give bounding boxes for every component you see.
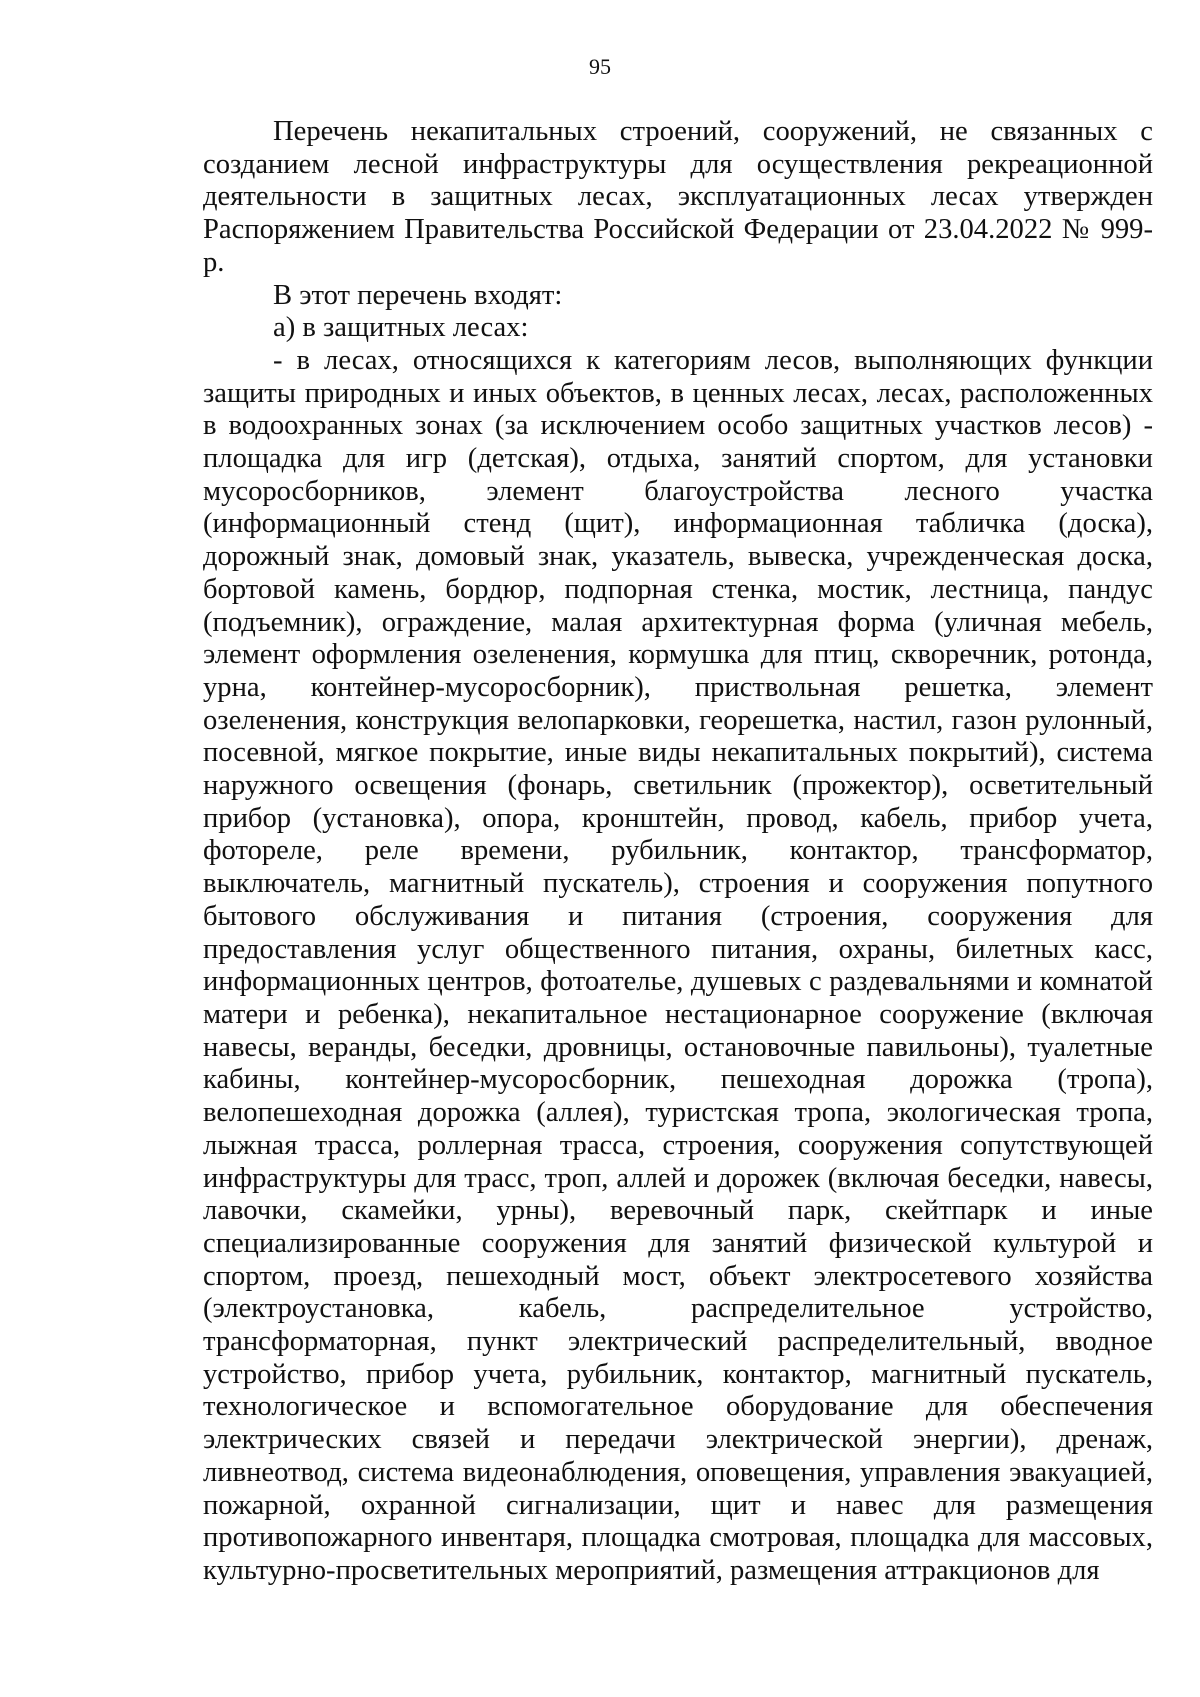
paragraph-list-intro: В этот перечень входят: — [273, 279, 563, 311]
paragraph-item-a: а) в защитных лесах: — [273, 312, 529, 344]
paragraph-protective-forests: - в лесах, относящихся к категориям лесов, выполняющих функции защиты природных и иных объектов, в ценных лесах, лесах, расположенных в водоохранных зонах (за исключением особо защитных участков лесов) - площадка для игр (детская), отдыха, занятий спортом, для установки мусоросборников, элемент благоустройства лесного участка (информационный стенд (щит), информационная табличка (доска), дорожный знак, домовый знак, указатель, вывеска, учрежденческая доска, бортовой камень, бордюр, подпорная стенка, мостик, лестница, пандус (подъемник), ограждение, малая архитектурная форма (уличная мебель, элемент оформления озеленения, кормушка для птиц, скворечник, ротонда, урна, контейнер-мусоросборник), приствольная решетка, элемент озеленения, конструкция велопарковки, георешетка, настил, газон рулонный, посевной, мягкое покрытие, иные виды некапитальных покрытий), система наружного освещения (фонарь, светильник (прожектор), осветительный прибор (установка), опора, кронштейн, провод, кабель, прибор учета, фотореле, реле времени, рубильник, контактор, трансформатор, выключатель, магнитный пускатель), строения и сооружения попутного бытового обслуживания и питания (строения, сооружения для предоставления услуг общественного питания, охраны, билетных касс, информационных центров, фотоателье, душевых с раздевальнями и комнатой матери и ребенка), некапитальное нестационарное сооружение (включая навесы, веранды, беседки, дровницы, остановочные павильоны), туалетные кабины, контейнер-мусоросборник, пешеходная дорожка (тропа), велопешеходная дорожка (аллея), туристская тропа, экологическая тропа, лыжная трасса, роллерная трасса, строения, сооружения сопутствующей инфраструктуры для трасс, троп, аллей и дорожек (включая беседки, навесы, лавочки, скамейки, урны), веревочный парк, скейтпарк и иные специализированные сооружения для занятий физической культурой и спортом, проезд, пешеходный мост, объект электросетевого хозяйства (электроустановка, кабель, распределительное устройство, трансформаторная, пункт электрический распределительный, вводное устройство, прибор учета, рубильник, контактор, магнитный пускатель, технологическое и вспомогательное оборудование для обеспечения электрических связей и передачи электрической энергии), дренаж, ливнеотвод, система видеонаблюдения, оповещения, управления эвакуацией, пожарной, охранной сигнализации, щит и навес для размещения противопожарного инвентаря, площадка смотровая, площадка для массовых, культурно-просветительных мероприятий, размещения аттракционов для — [203, 344, 1153, 1586]
page-number: 95 — [589, 54, 611, 79]
paragraph-intro: Перечень некапитальных строений, сооружений, не связанных с созданием лесной инфраструктуры для осуществления рекреационной деятельности в защитных лесах, эксплуатационных лесах утвержден Распоряжением Правительства Российской Федерации от 23.04.2022 № 999-р. — [203, 116, 1153, 278]
document-body — [203, 116, 1153, 1588]
